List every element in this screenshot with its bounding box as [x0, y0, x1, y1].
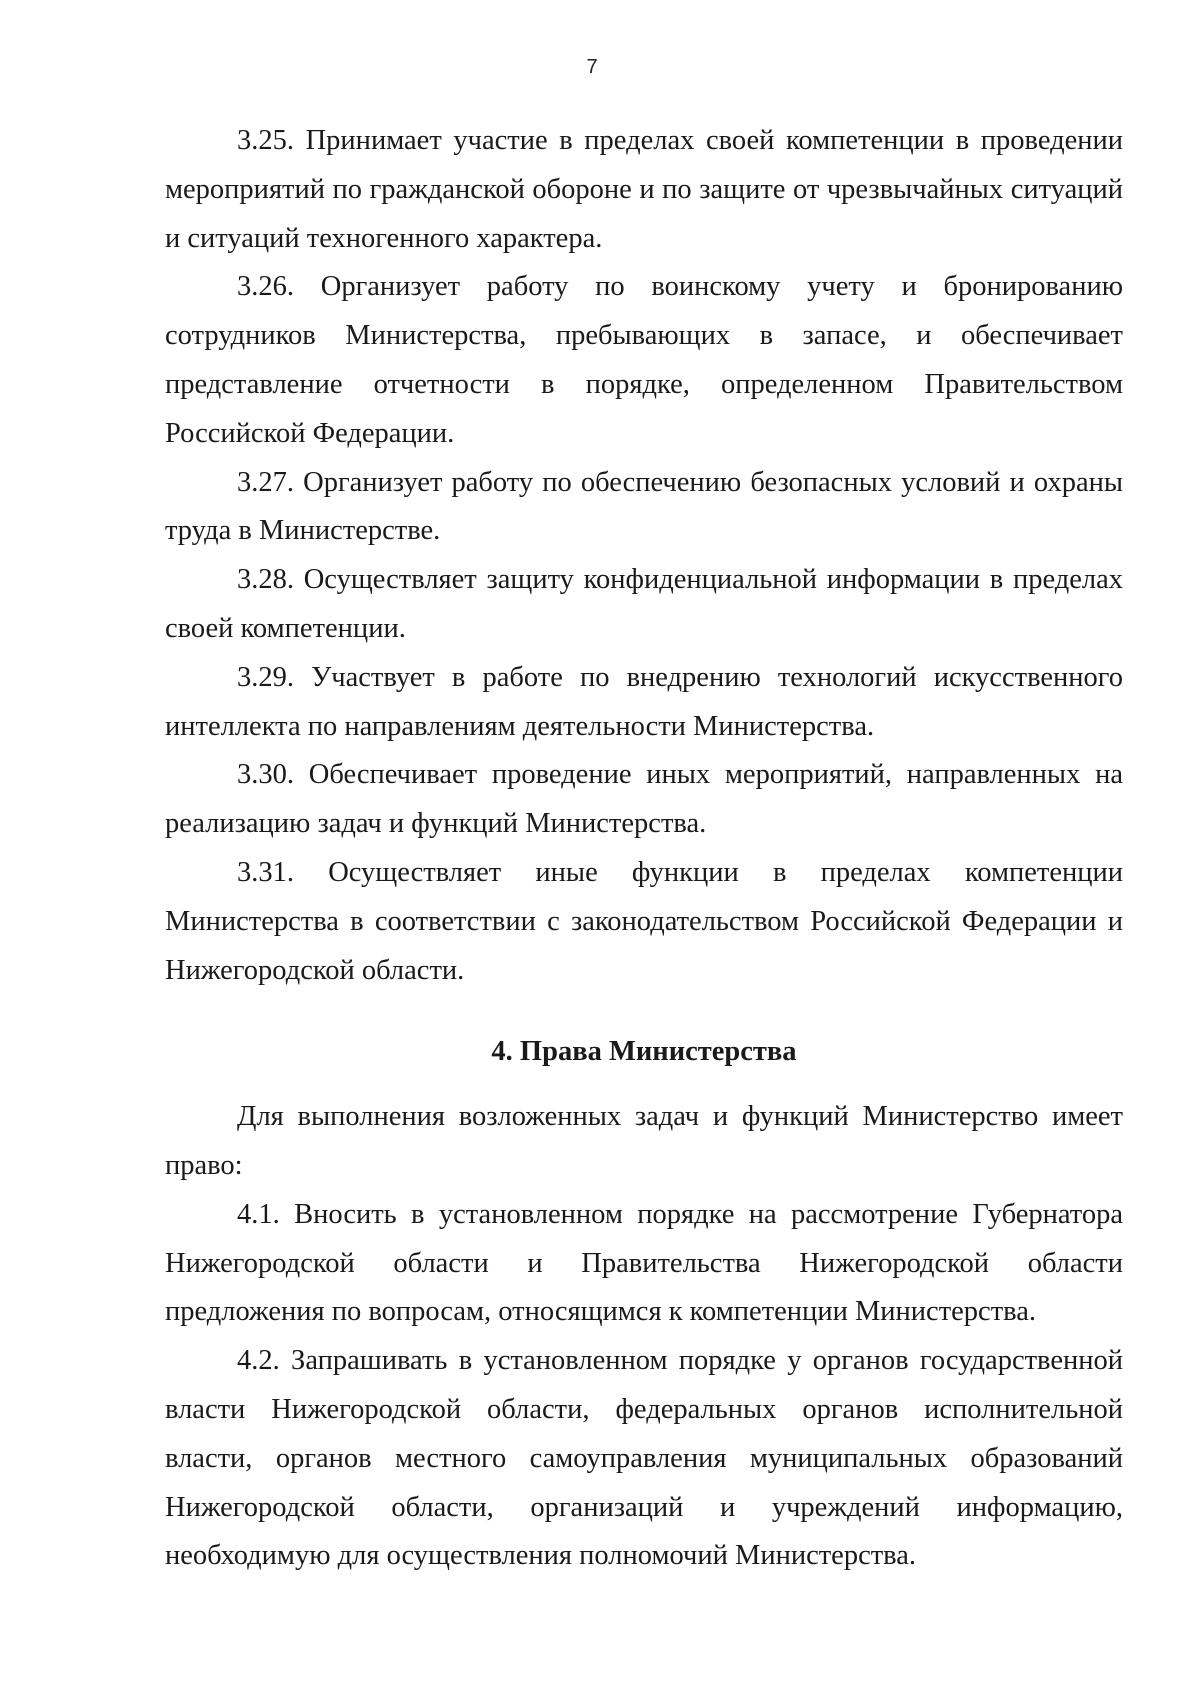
paragraph-3-29: 3.29. Участвует в работе по внедрению технологий искусственного интеллекта по направлениям деятельности Министерства.	[165, 661, 1123, 742]
document-body	[165, 117, 1123, 1581]
paragraph-4-1: 4.1. Вносить в установленном порядке на рассмотрение Губернатора Нижегородской области и Правительства Нижегородской области предложения по вопросам, относящимся к компетенции Министерства.	[165, 1198, 1123, 1328]
paragraph-3-28: 3.28. Осуществляет защиту конфиденциальной информации в пределах своей компетенции.	[165, 564, 1123, 644]
paragraph-3-26: 3.26. Организует работу по воинскому учету и бронированию сотрудников Министерства, пребывающих в запасе, и обеспечивает представление отчетности в порядке, определенном Правительством Российской Федерации.	[165, 271, 1123, 449]
paragraph-intro: Для выполнения возложенных задач и функций Министерство имеет право:	[165, 1101, 1123, 1181]
paragraph-3-27: 3.27. Организует работу по обеспечению безопасных условий и охраны труда в Министерстве.	[165, 466, 1123, 547]
paragraph-3-25: 3.25. Принимает участие в пределах своей компетенции в проведении мероприятий по гражданской обороне и по защите от чрезвычайных ситуаций и ситуаций техногенного характера.	[165, 125, 1123, 254]
page-number: 7	[586, 56, 598, 78]
paragraph-3-30: 3.30. Обеспечивает проведение иных мероприятий, направленных на реализацию задач и функций Министерства.	[165, 759, 1123, 840]
paragraph-4-2: 4.2. Запрашивать в установленном порядке у органов государственной власти Нижегородской области, федеральных органов исполнительной власти, органов местного самоуправления муниципальных образований Нижегородской области, организаций и учреждений информацию, необходимую для осуществления полномочий Министерства.	[165, 1345, 1123, 1572]
paragraph-3-31: 3.31. Осуществляет иные функции в пределах компетенции Министерства в соответствии с законодательством Российской Федерации и Нижегородской области.	[165, 856, 1123, 986]
section-heading: 4. Права Министерства	[491, 1036, 797, 1068]
